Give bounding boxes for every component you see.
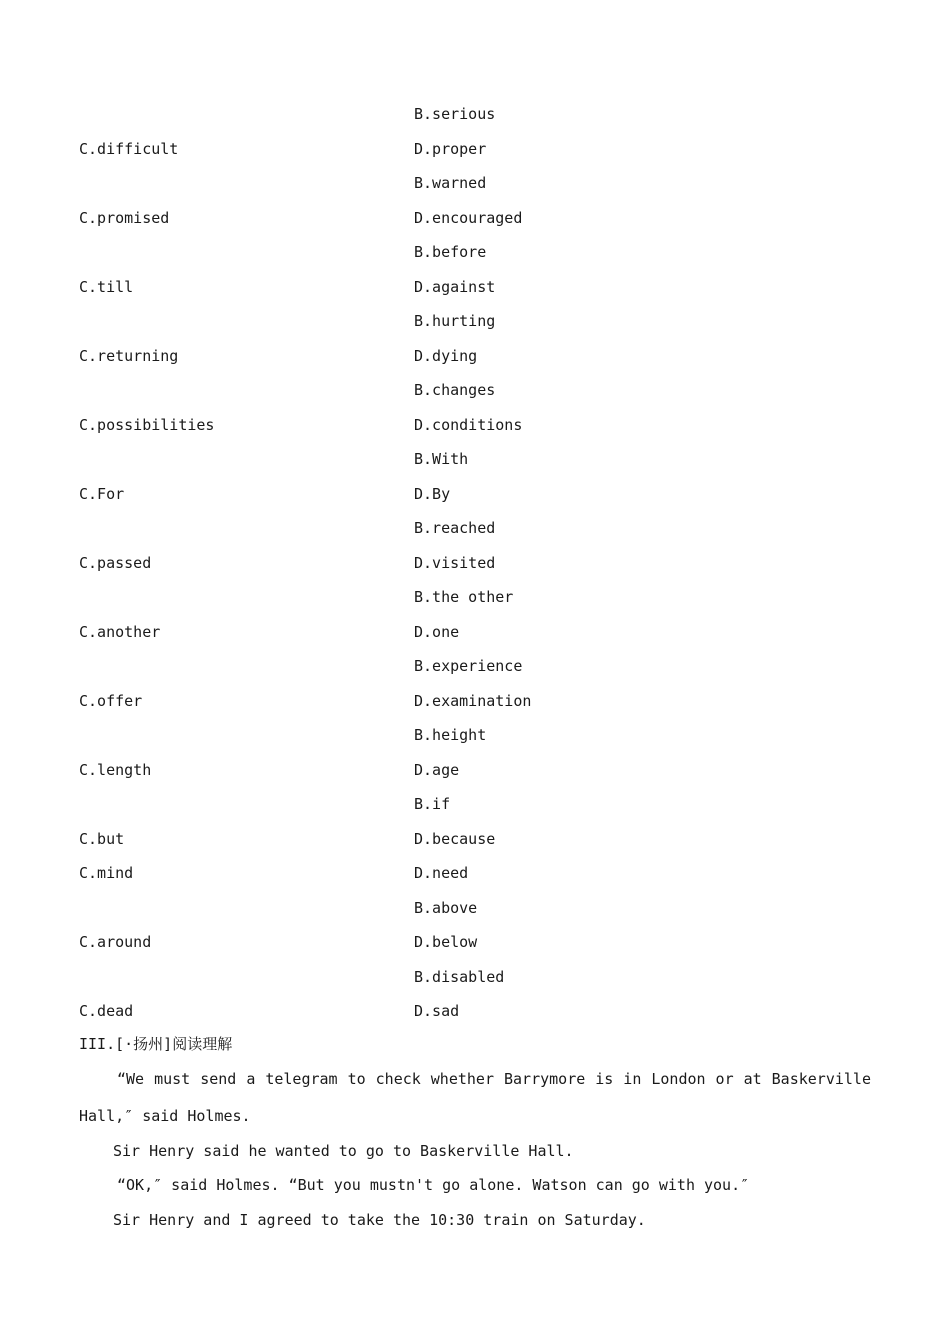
passage-line: “OK,″ said Holmes. “But you mustn't go alone. Watson can go with you.″ xyxy=(117,1176,750,1194)
option-right: B.if xyxy=(414,795,451,813)
option-right: B.With xyxy=(414,450,469,468)
option-right: B.height xyxy=(414,726,487,744)
option-right: B.experience xyxy=(414,657,523,675)
option-right: D.By xyxy=(414,485,451,503)
option-right: D.one xyxy=(414,623,460,641)
option-left: C.around xyxy=(79,933,152,951)
option-right: D.examination xyxy=(414,692,532,710)
option-right: D.dying xyxy=(414,347,478,365)
option-left: C.returning xyxy=(79,347,179,365)
option-right: D.sad xyxy=(414,1002,460,1020)
option-right: D.visited xyxy=(414,554,496,572)
option-left: C.promised xyxy=(79,209,170,227)
option-right: D.because xyxy=(414,830,496,848)
option-right: B.the other xyxy=(414,588,514,606)
option-right: D.need xyxy=(414,864,469,882)
passage-line: “We must send a telegram to check whether Barrymore is in London or at Baskerville xyxy=(117,1070,871,1088)
option-right: D.age xyxy=(414,761,460,779)
option-right: B.hurting xyxy=(414,312,496,330)
option-right: B.disabled xyxy=(414,968,505,986)
passage-line: Hall,″ said Holmes. xyxy=(79,1107,251,1125)
option-right: B.warned xyxy=(414,174,487,192)
option-left: C.till xyxy=(79,278,134,296)
option-right: B.reached xyxy=(414,519,496,537)
option-left: C.length xyxy=(79,761,152,779)
option-left: C.but xyxy=(79,830,125,848)
section-heading: III.[·扬州]阅读理解 xyxy=(79,1035,233,1053)
option-left: C.possibilities xyxy=(79,416,215,434)
option-left: C.difficult xyxy=(79,140,179,158)
option-left: C.another xyxy=(79,623,161,641)
passage-line: Sir Henry said he wanted to go to Baskerville Hall. xyxy=(113,1142,574,1160)
option-right: D.encouraged xyxy=(414,209,523,227)
option-left: C.offer xyxy=(79,692,143,710)
option-right: B.before xyxy=(414,243,487,261)
option-right: B.above xyxy=(414,899,478,917)
option-right: B.serious xyxy=(414,105,496,123)
option-right: B.changes xyxy=(414,381,496,399)
option-right: D.against xyxy=(414,278,496,296)
option-left: C.passed xyxy=(79,554,152,572)
option-right: D.conditions xyxy=(414,416,523,434)
option-right: D.proper xyxy=(414,140,487,158)
option-left: C.mind xyxy=(79,864,134,882)
option-left: C.dead xyxy=(79,1002,134,1020)
option-right: D.below xyxy=(414,933,478,951)
passage-line: Sir Henry and I agreed to take the 10:30 train on Saturday. xyxy=(113,1211,646,1229)
option-left: C.For xyxy=(79,485,125,503)
